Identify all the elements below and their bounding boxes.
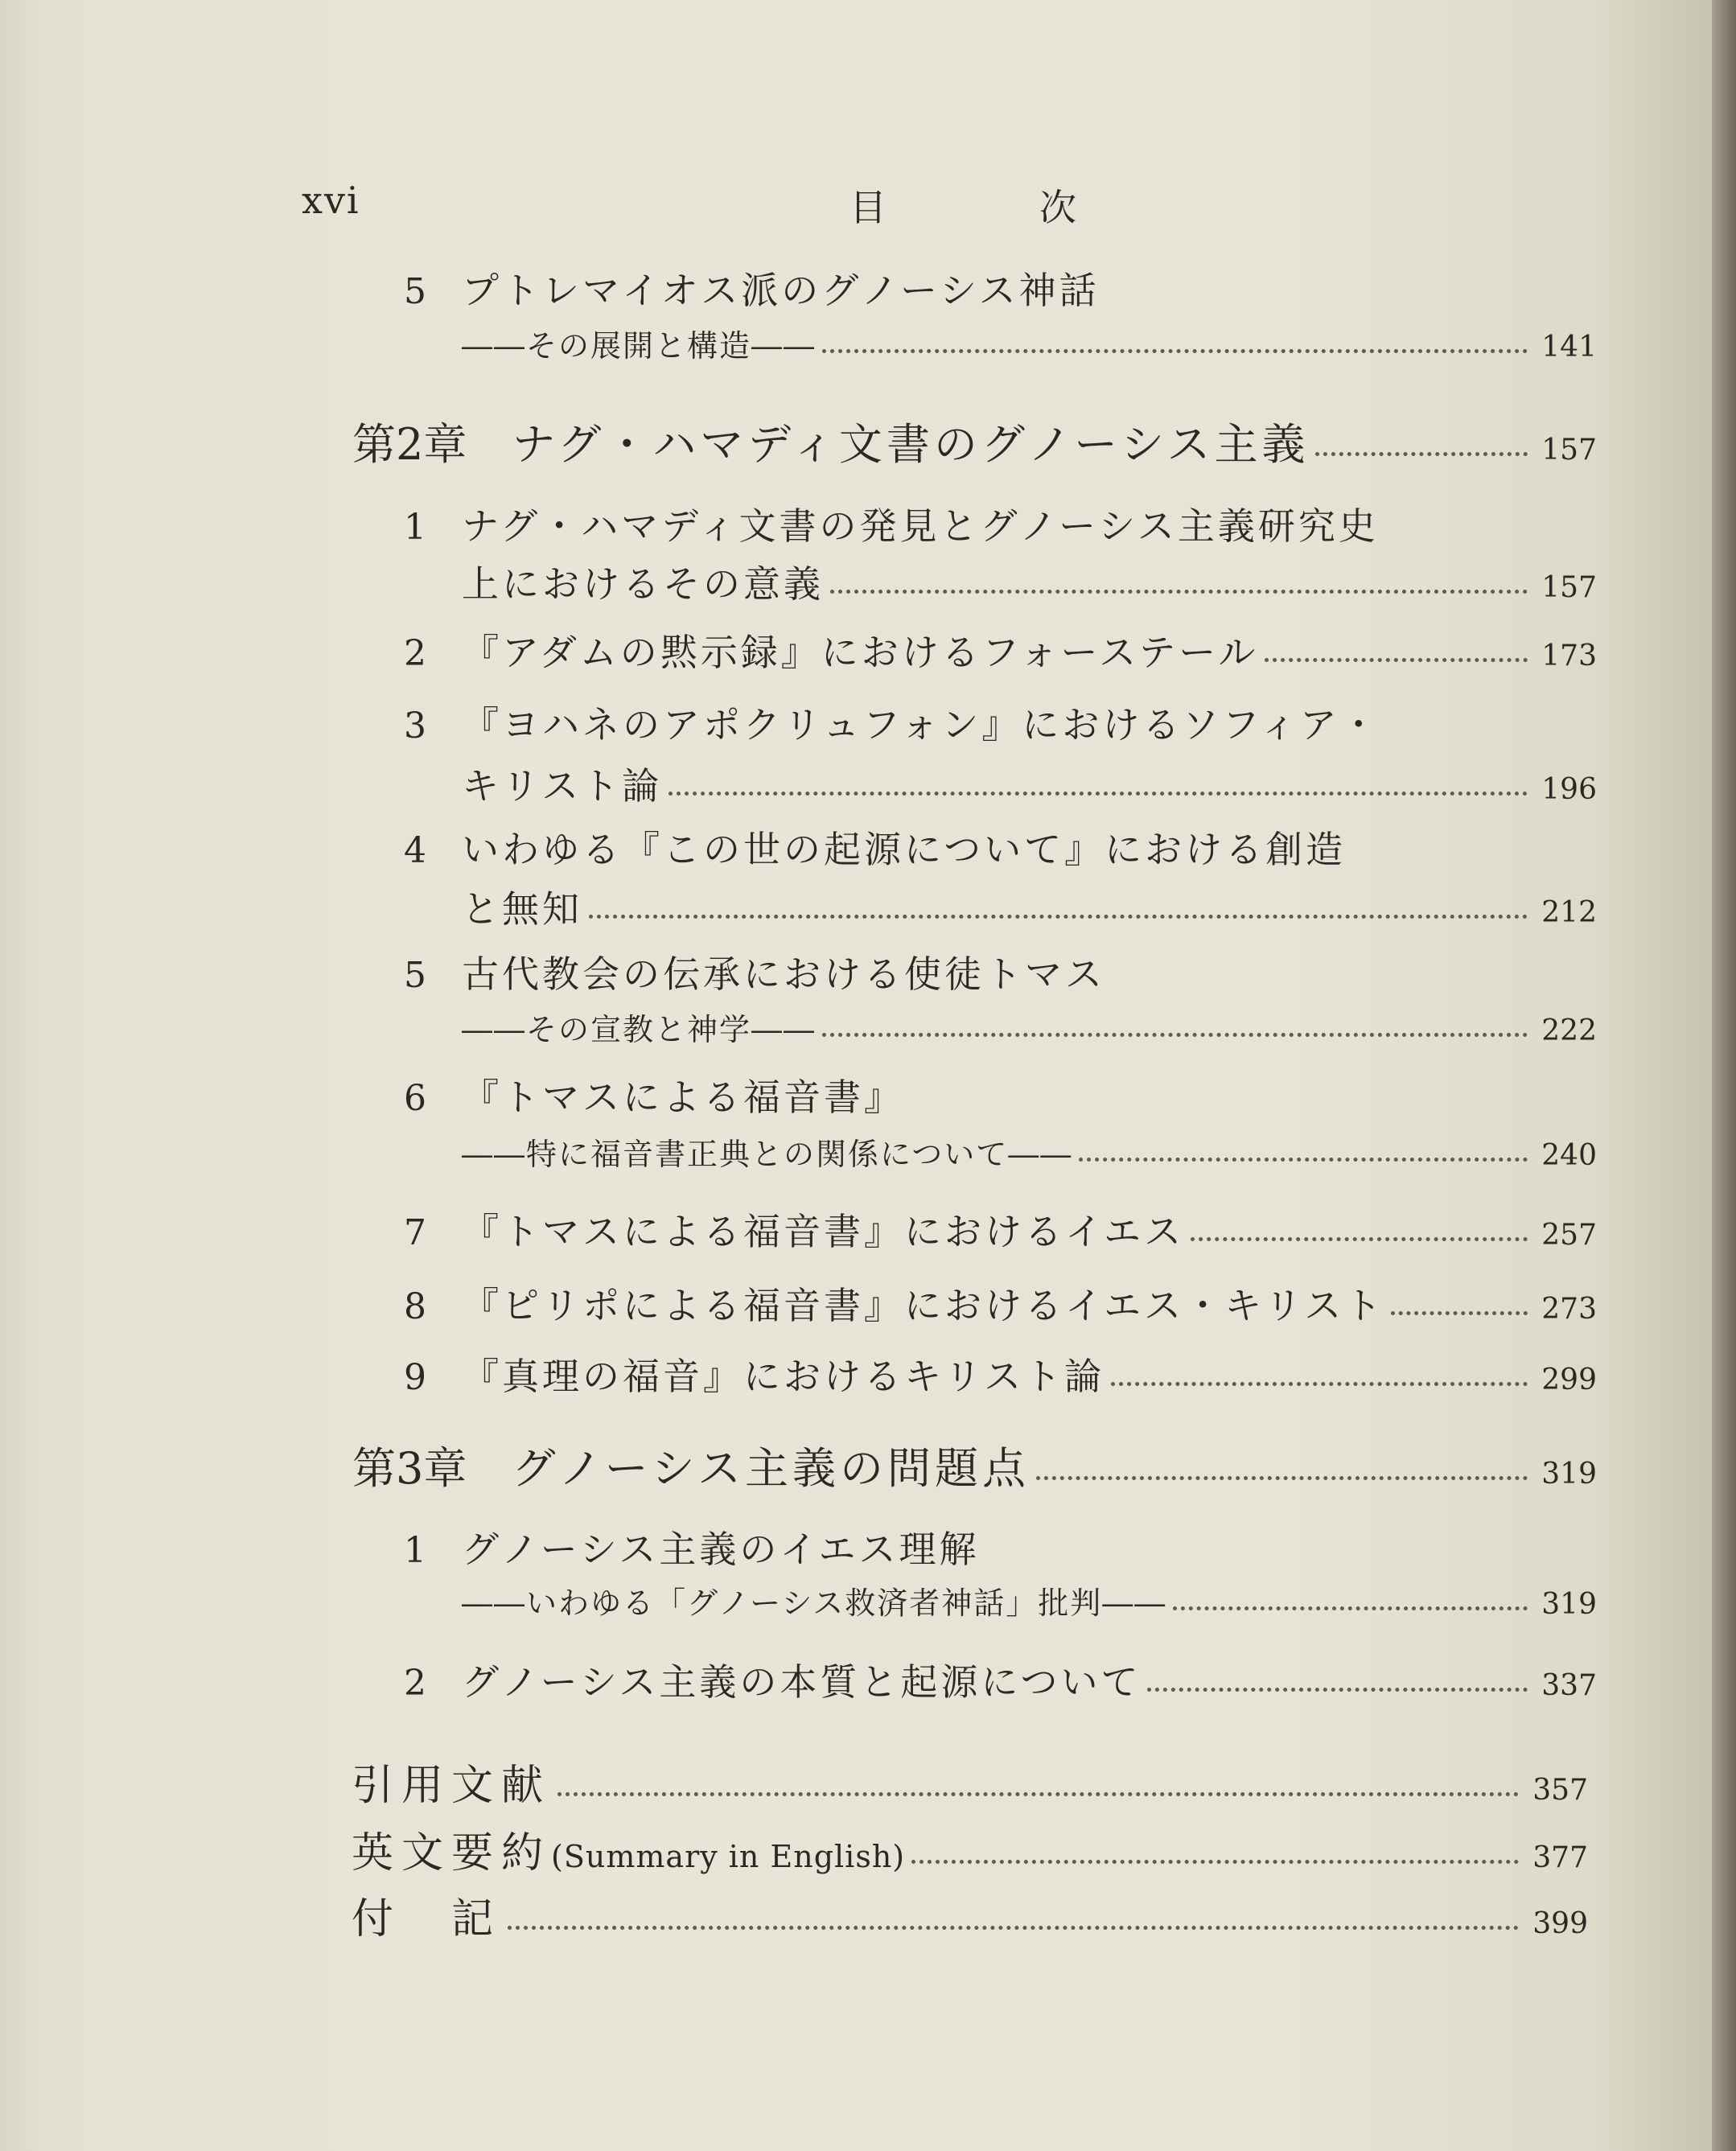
section-number: 1	[404, 1530, 426, 1571]
toc-entry[interactable]	[354, 1203, 1597, 1256]
toc-entry[interactable]	[354, 1347, 1597, 1400]
dot-leader	[508, 1923, 1519, 1930]
section-title: 『真理の福音』におけるキリスト論	[462, 1355, 1105, 1398]
toc-entry[interactable]	[354, 1277, 1597, 1330]
section-title-cont: キリスト論	[462, 764, 663, 808]
toc-entry[interactable]	[354, 497, 1597, 608]
section-number: 5	[404, 271, 426, 312]
section-number: 2	[404, 1663, 426, 1704]
dot-leader	[1191, 1234, 1528, 1241]
dot-leader	[822, 346, 1528, 353]
folio-number: xvi	[302, 179, 360, 222]
toc-backmatter[interactable]	[352, 1751, 1588, 1812]
section-subtitle: ――いわゆる「グノーシス救済者神話」批判――	[462, 1585, 1167, 1621]
toc-backmatter[interactable]	[352, 1885, 1588, 1945]
page-number: 337	[1541, 1669, 1597, 1702]
section-title: 『アダムの黙示録』におけるフォーステール	[462, 631, 1259, 674]
page-edge	[1712, 0, 1736, 2151]
page-number: 173	[1541, 640, 1597, 672]
summary-title-jp: 英文要約	[352, 1829, 552, 1877]
section-title-cont: と無知	[462, 887, 582, 931]
dot-leader	[1147, 1684, 1528, 1692]
backmatter-title	[352, 1819, 905, 1879]
backmatter-title: 付 記	[352, 1895, 502, 1943]
section-title: 古代教会の伝承における使徒トマス	[462, 952, 1105, 996]
summary-title-en: (Summary in English)	[551, 1839, 906, 1874]
dot-leader	[1079, 1154, 1528, 1162]
section-number: 7	[404, 1212, 426, 1253]
page-number: 299	[1541, 1363, 1597, 1396]
chapter-label: 第2章	[352, 419, 467, 470]
section-subtitle: ――その宣教と神学――	[462, 1012, 817, 1047]
dot-leader	[911, 1857, 1519, 1864]
chapter-label: 第3章	[352, 1443, 467, 1494]
chapter-title: グノーシス主義の問題点	[512, 1443, 1030, 1494]
section-title: グノーシス主義の本質と起源について	[462, 1660, 1142, 1704]
section-number: 5	[404, 955, 426, 996]
page-number: 212	[1541, 896, 1597, 929]
toc-entry[interactable]	[354, 696, 1597, 810]
section-subtitle: ――その展開と構造――	[462, 328, 817, 364]
page-number: 222	[1541, 1014, 1597, 1047]
page-number: 257	[1541, 1219, 1597, 1252]
section-title: 『トマスによる福音書』におけるイエス	[462, 1210, 1185, 1253]
toc-entry[interactable]	[354, 261, 1597, 365]
section-number: 9	[404, 1357, 426, 1398]
running-head: 目次	[849, 186, 1229, 229]
dot-leader	[830, 586, 1528, 594]
page-number: 319	[1541, 1458, 1597, 1491]
page-number: 196	[1541, 773, 1597, 806]
toc-chapter[interactable]	[352, 410, 1597, 472]
page-number: 377	[1532, 1841, 1588, 1874]
backmatter-title: 引用文献	[352, 1762, 552, 1810]
dot-leader	[1173, 1603, 1528, 1610]
page-number: 157	[1541, 434, 1597, 467]
toc-backmatter[interactable]	[352, 1819, 1588, 1879]
dot-leader	[822, 1030, 1528, 1037]
page-number: 273	[1541, 1293, 1597, 1326]
page-number: 240	[1541, 1139, 1597, 1172]
section-title: 『ピリポによる福音書』におけるイエス・キリスト	[462, 1284, 1385, 1327]
page-number: 141	[1541, 331, 1597, 364]
toc-entry[interactable]	[354, 1520, 1597, 1623]
toc-entry[interactable]	[354, 1068, 1597, 1174]
dot-leader	[1391, 1308, 1528, 1315]
section-number: 1	[404, 507, 426, 548]
dot-leader	[557, 1789, 1519, 1796]
section-number: 4	[404, 830, 426, 871]
page-number: 157	[1541, 571, 1597, 604]
dot-leader	[589, 911, 1528, 919]
page-number: 357	[1532, 1774, 1588, 1807]
section-title: プトレマイオス派のグノーシス神話	[462, 269, 1100, 312]
section-title: ナグ・ハマディ文書の発見とグノーシス主義研究史	[462, 504, 1379, 548]
dot-leader	[1315, 449, 1528, 456]
section-title: 『トマスによる福音書』	[462, 1076, 904, 1119]
dot-leader	[668, 788, 1528, 796]
section-title-cont: 上におけるその意義	[462, 562, 824, 606]
page-number: 399	[1532, 1907, 1588, 1940]
section-title: グノーシス主義のイエス理解	[462, 1528, 980, 1571]
section-title: いわゆる『この世の起源について』における創造	[462, 828, 1347, 871]
toc-chapter[interactable]	[352, 1434, 1597, 1496]
section-number: 6	[404, 1078, 426, 1119]
chapter-title: ナグ・ハマディ文書のグノーシス主義	[512, 419, 1310, 470]
toc-entry[interactable]	[354, 945, 1597, 1049]
dot-leader	[1036, 1473, 1528, 1480]
page-number: 319	[1541, 1588, 1597, 1621]
dot-leader	[1111, 1379, 1528, 1386]
section-number: 2	[404, 633, 426, 674]
section-number: 3	[404, 705, 426, 746]
toc-entry[interactable]	[354, 821, 1597, 933]
section-subtitle: ――特に福音書正典との関係について――	[462, 1137, 1073, 1172]
toc-entry[interactable]	[354, 623, 1597, 677]
section-title: 『ヨハネのアポクリュフォン』におけるソフィア・	[462, 703, 1380, 746]
section-number: 8	[404, 1286, 426, 1327]
dot-leader	[1265, 655, 1528, 662]
toc-entry[interactable]	[354, 1653, 1597, 1706]
